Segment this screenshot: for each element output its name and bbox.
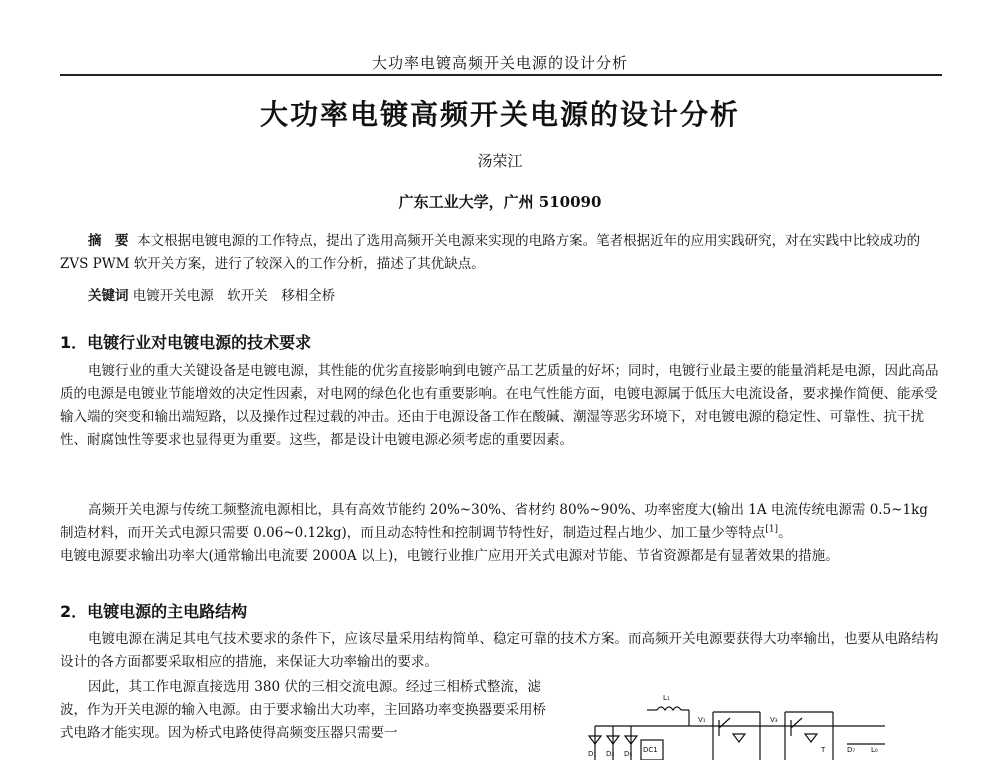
author: 汤荣江: [477, 152, 523, 170]
keywords-text: 电镀开关电源 软开关 移相全桥: [132, 288, 336, 304]
section-1-paragraph-2: [60, 499, 940, 568]
label-dc: DC1: [643, 746, 658, 754]
keywords-label: 关键词: [88, 288, 129, 304]
section-2-paragraph-1: 电镀电源在满足其电气技术要求的条件下，应该尽量采用结构简单、稳定可靠的技术方案。而高频开关电源要获得大功率输出，也要从电路结构设计的各方面都要采取相应的措施，来保证大功率输出的要求。: [60, 631, 939, 670]
affiliation: 广东工业大学，广州 510090: [398, 193, 602, 211]
citation-tail: 。: [778, 525, 792, 541]
citation-ref: [1]: [765, 524, 779, 535]
label-l1: L₁: [663, 694, 670, 702]
inductor-l1-symbol: [657, 707, 681, 710]
section-2-paragraph-2: 因此，其工作电源直接选用 380 伏的三相交流电源。经过三相桥式整流，滤波，作为开关电源的输入电源。由于要求输出大功率，主回路功率变换器要采用桥式电路才能实现。因为桥式电路使得高频变压器只需要一: [60, 679, 546, 741]
label-v1: V₁: [698, 716, 706, 724]
label-l0: L₀: [871, 746, 878, 754]
label-t: T: [821, 746, 826, 754]
section-1-paragraph-3: 电镀电源要求输出功率大(通常输出电流要 2000A 以上)，电镀行业推广应用开关式电源对节能、节省资源都是有显著效果的措施。: [60, 548, 839, 564]
label-v3: V₃: [770, 716, 778, 724]
section-heading-2: 2．电镀电源的主电路结构: [60, 602, 248, 621]
abstract-text: 本文根据电镀电源的工作特点，提出了选用高频开关电源来实现的电路方案。笔者根据近年的应用实践研究，对在实践中比较成功的 ZVS PWM 软开关方案，进行了较深入的工作分析，描述了其优缺点。: [60, 233, 921, 272]
section-heading-1: 1．电镀行业对电镀电源的技术要求: [60, 333, 312, 352]
paper-title: 大功率电镀高频开关电源的设计分析: [259, 98, 740, 131]
label-d7: D₇: [847, 746, 856, 754]
label-d3: D₃: [606, 750, 615, 758]
label-d1: D₁: [588, 750, 597, 758]
running-header: 大功率电镀高频开关电源的设计分析: [371, 54, 628, 72]
header-rule: [60, 74, 942, 76]
section-1-paragraph-1: 电镀行业的重大关键设备是电镀电源，其性能的优劣直接影响到电镀产品工艺质量的好坏；同时，电镀行业最主要的能量消耗是电源，因此高品质的电源是电镀业节能增效的决定性因素，对电网的绿色化也有重要影响。在电气性能方面，电镀电源属于低压大电流设备，要求操作简便、能承受输入端的突变和输出端短路，以及操作过程过载的冲击。还由于电源设备工作在酸碱、潮湿等恶劣环境下，对电镀电源的稳定性、可靠性、抗干扰性、耐腐蚀性等要求也显得更为重要。这些，都是设计电镀电源必须考虑的重要因素。: [60, 363, 939, 448]
abstract-label: 摘 要: [88, 233, 129, 249]
keywords: [60, 285, 940, 308]
circuit-diagram: [585, 688, 900, 760]
section-1-paragraph-2-text: 高频开关电源与传统工频整流电源相比，具有高效节能约 20%~30%、省材约 80%~90%、功率密度大(输出 1A 电流传统电源需 0.5~1kg 制造材料，而开关式电源只需要 0.06~0.12kg)，而且动态特性和控制调节特性好，制造过程占地少、加工量少等特点: [60, 502, 928, 541]
label-d5: D₅: [624, 750, 633, 758]
abstract: [60, 230, 940, 276]
